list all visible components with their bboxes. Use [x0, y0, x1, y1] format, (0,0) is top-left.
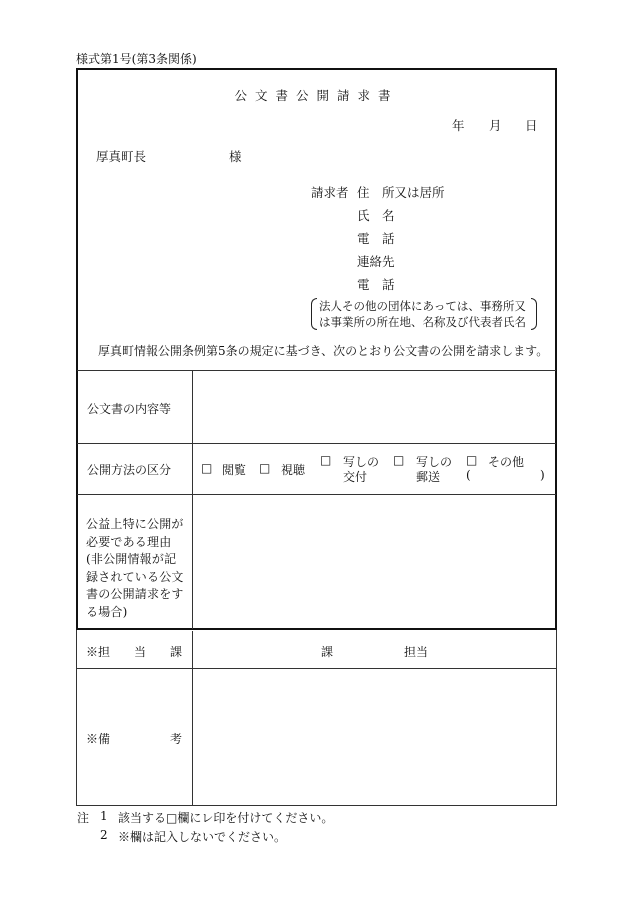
note-text: ※欄は記入しないでください。 — [118, 830, 287, 844]
form-number: 様式第1号(第3条関係) — [76, 52, 197, 66]
view-checkbox[interactable]: □ — [201, 461, 213, 475]
other-paren-open: ( — [466, 468, 471, 482]
listen-option-label: 視聴 — [281, 463, 306, 477]
section-suffix: 課 — [321, 645, 334, 659]
person-in-charge-label: 担当 — [404, 645, 429, 659]
corporate-note-line1: 法人その他の団体にあっては、事務所又 — [319, 299, 526, 313]
date-day-label: 日 — [525, 118, 538, 133]
content-input-area[interactable] — [194, 372, 554, 441]
date-year-label: 年 — [452, 118, 465, 133]
reason-line: (非公開情報が記 — [86, 552, 177, 566]
reason-line: 書の公開請求をす — [86, 587, 184, 601]
note-prefix: 注 — [77, 811, 90, 825]
bracket-right — [531, 298, 537, 330]
copy-mail-checkbox[interactable]: □ — [393, 453, 405, 467]
note-number: 1 — [100, 809, 108, 823]
requester-name-label[interactable]: 氏 名 — [357, 208, 395, 223]
copy-delivery-checkbox[interactable]: □ — [320, 453, 332, 467]
listen-checkbox[interactable]: □ — [259, 461, 271, 475]
table-top-rule — [77, 370, 556, 371]
reason-label — [86, 516, 190, 621]
column-divider — [192, 370, 193, 629]
reason-line: 必要である理由 — [86, 534, 172, 549]
note-number: 2 — [100, 828, 108, 842]
column-divider — [192, 631, 193, 806]
other-checkbox[interactable]: □ — [466, 453, 478, 467]
other-option-label: その他 — [488, 455, 525, 469]
reason-line: 録されている公文 — [86, 569, 184, 584]
reason-input-area[interactable] — [194, 496, 554, 628]
declaration-text: 厚真町情報公開条例第5条の規定に基づき、次のとおり公文書の公開を請求します。 — [98, 344, 549, 358]
copy-delivery-label-line2: 交付 — [343, 470, 368, 484]
content-label: 公文書の内容等 — [87, 402, 172, 416]
requester-contact-label[interactable]: 連絡先 — [357, 254, 395, 269]
corporate-note — [311, 298, 537, 330]
row-divider — [76, 668, 557, 669]
bracket-left — [311, 298, 317, 330]
corporate-note-line2: は事業所の所在地、名称及び代表者氏名 — [319, 315, 526, 329]
requester-phone-label[interactable]: 電 話 — [357, 231, 395, 246]
addressee-honorific: 様 — [229, 149, 242, 164]
copy-delivery-label-line1: 写しの — [343, 455, 380, 469]
other-paren-close: ) — [540, 468, 545, 482]
view-option-label: 閲覧 — [222, 463, 247, 477]
form-title: 公文書公開請求書 — [234, 88, 399, 103]
charge-section-label: ※担 当 課 — [86, 645, 183, 659]
remarks-area — [194, 670, 554, 804]
row-divider — [77, 443, 556, 444]
reason-line: 公益上特に公開が — [86, 517, 184, 531]
requester-address-label[interactable]: 住 所又は居所 — [357, 185, 445, 200]
requester-label: 請求者 — [311, 185, 349, 200]
method-label: 公開方法の区分 — [87, 463, 172, 477]
copy-mail-label-line1: 写しの — [416, 455, 453, 469]
date-month-label: 月 — [489, 118, 502, 133]
row-divider — [77, 494, 556, 495]
reason-line: る場合) — [86, 604, 128, 619]
requester-contact-phone-label[interactable]: 電 話 — [357, 277, 395, 292]
copy-mail-label-line2: 郵送 — [416, 470, 441, 484]
note-text: 該当する□欄にレ印を付けてください。 — [118, 811, 334, 825]
remarks-label: ※備 考 — [86, 732, 183, 746]
addressee: 厚真町長 — [96, 149, 147, 164]
